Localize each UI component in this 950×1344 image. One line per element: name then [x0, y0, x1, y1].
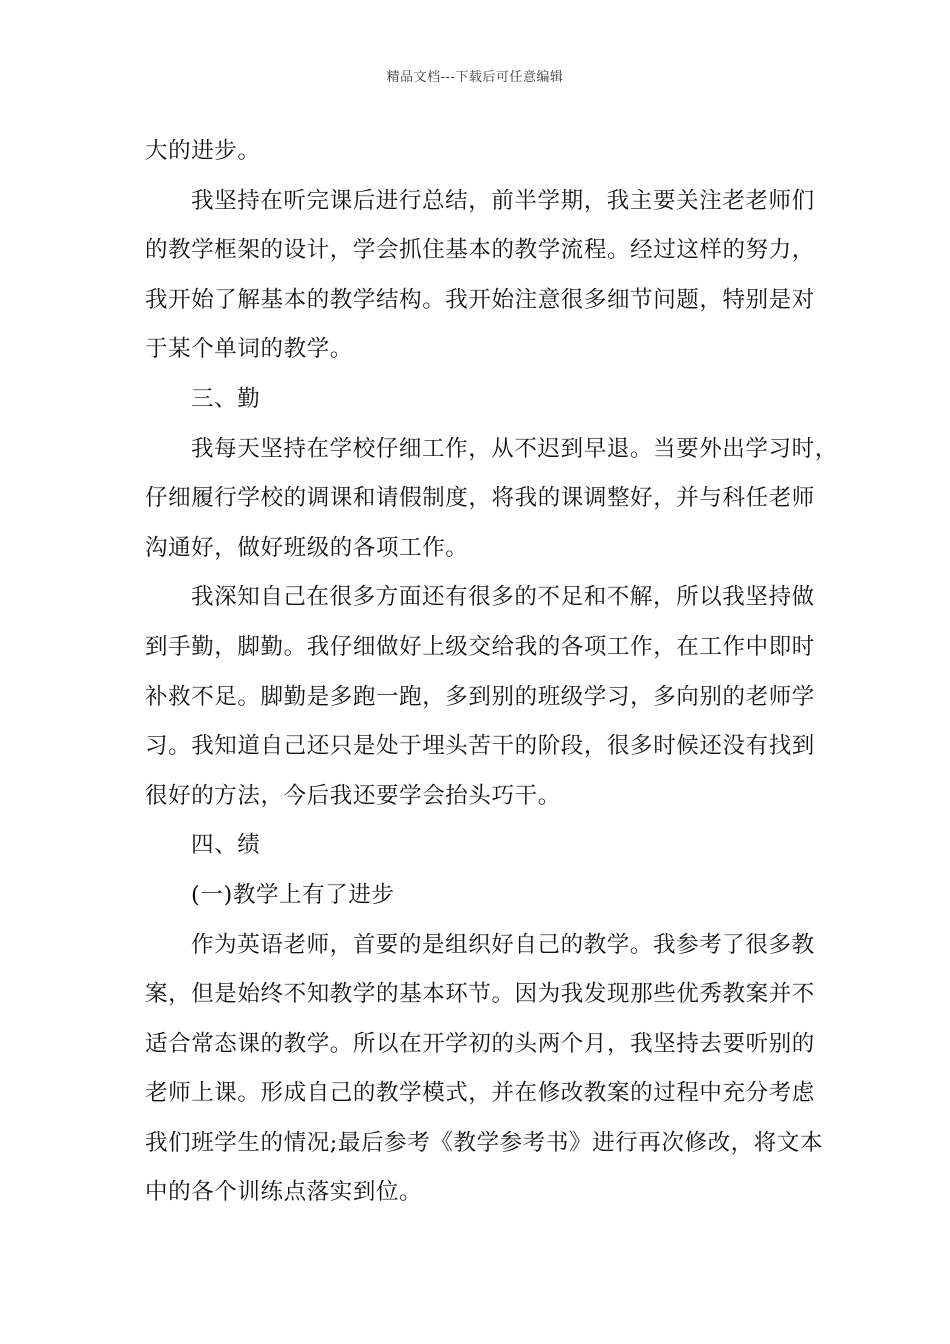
text-line: 作为英语老师，首要的是组织好自己的教学。我参考了很多教 — [191, 931, 815, 958]
document-body — [145, 127, 838, 1218]
text-line: 沟通好，做好班级的各项工作。 — [145, 534, 469, 561]
text-line: 我深知自己在很多方面还有很多的不足和不解，所以我坚持做 — [191, 584, 815, 611]
text-line: 适合常态课的教学。所以在开学初的头两个月，我坚持去要听别的 — [145, 1030, 815, 1057]
text-line: 中的各个训练点落实到位。 — [145, 1179, 423, 1206]
text-line: 我们班学生的情况;最后参考《教学参考书》进行再次修改，将文本 — [145, 1129, 824, 1156]
text-line: (一)教学上有了进步 — [191, 881, 395, 908]
text-line: 案，但是始终不知教学的基本环节。因为我发现那些优秀教案并不 — [145, 981, 815, 1008]
text-line: 习。我知道自己还只是处于埋头苦干的阶段，很多时候还没有找到 — [145, 733, 815, 760]
text-line: 补救不足。脚勤是多跑一跑，多到别的班级学习，多向别的老师学 — [145, 683, 815, 710]
text-line: 于某个单词的教学。 — [145, 336, 353, 363]
page-header: 精品文档---下载后可任意编辑 — [386, 70, 564, 85]
text-line: 我开始了解基本的教学结构。我开始注意很多细节问题，特别是对 — [145, 286, 815, 313]
text-line: 很好的方法，今后我还要学会抬头巧干。 — [145, 782, 561, 809]
text-line: 我每天坚持在学校仔细工作，从不迟到早退。当要外出学习时， — [191, 435, 838, 462]
text-line: 我坚持在听完课后进行总结，前半学期，我主要关注老老师们 — [191, 187, 815, 214]
text-line: 仔细履行学校的调课和请假制度，将我的课调整好，并与科任老师 — [145, 485, 815, 512]
text-line: 四、绩 — [191, 832, 261, 859]
text-line: 三、勤 — [191, 385, 261, 412]
text-line: 大的进步。 — [145, 138, 261, 164]
text-line: 到手勤，脚勤。我仔细做好上级交给我的各项工作，在工作中即时 — [145, 633, 815, 660]
text-line: 老师上课。形成自己的教学模式，并在修改教案的过程中充分考虑 — [145, 1080, 815, 1107]
text-line: 的教学框架的设计，学会抓住基本的教学流程。经过这样的努力， — [145, 237, 815, 264]
